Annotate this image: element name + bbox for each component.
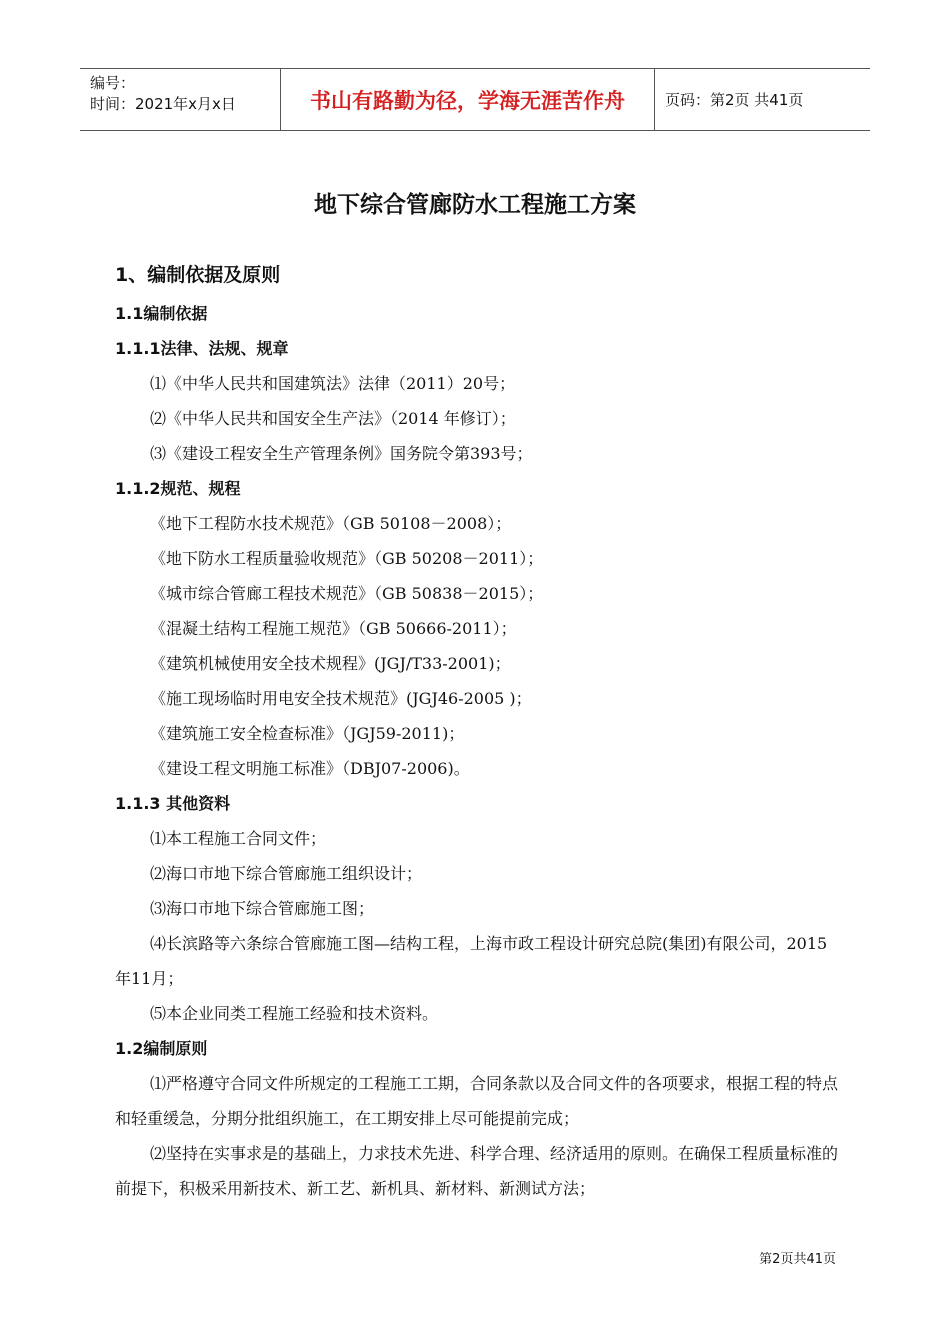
list-item: 《城市综合管廊工程技术规范》（GB 50838－2015）；: [150, 584, 544, 603]
document-title: 地下综合管廊防水工程施工方案: [314, 192, 636, 218]
list-item: 《地下工程防水技术规范》（GB 50108－2008）；: [150, 514, 512, 533]
principle-paragraph: ⑵坚持在实事求是的基础上，力求技术先进、科学合理、经济适用的原则。在确保工程质量标准的前提下，积极采用新技术、新工艺、新机具、新材料、新测试方法；: [115, 1144, 839, 1198]
list-item: ⑵海口市地下综合管廊施工组织设计；: [150, 864, 423, 883]
list-item: ⑵《中华人民共和国安全生产法》（2014 年修订）；: [150, 409, 516, 428]
list-item: ⑴《中华人民共和国建筑法》法律（2011）20号；: [150, 374, 516, 393]
list-item: ⑴本工程施工合同文件；: [150, 829, 327, 848]
document-number-label: 编号：: [90, 74, 136, 92]
page-footer: 第2页共41页: [759, 1252, 836, 1267]
header-page-number: 页码：第2页 共41页: [665, 91, 804, 109]
list-item: 《混凝土结构工程施工规范》（GB 50666-2011）；: [150, 619, 517, 638]
principle-paragraph: ⑴严格遵守合同文件所规定的工程施工工期，合同条款以及合同文件的各项要求，根据工程的特点和轻重缓急，分期分批组织施工，在工期安排上尽可能提前完成；: [115, 1074, 839, 1128]
list-item: 《建设工程文明施工标准》（DBJ07-2006)。: [150, 759, 470, 778]
list-paragraph: ⑷长滨路等六条综合管廊施工图—结构工程，上海市政工程设计研究总院(集团)有限公司，2015年11月；: [115, 934, 828, 988]
list-item: 《建筑机械使用安全技术规程》(JGJ/T33-2001)；: [150, 654, 511, 673]
section-heading-1-1-3: 1.1.3 其他资料: [115, 794, 231, 813]
list-item: ⑶海口市地下综合管廊施工图；: [150, 899, 375, 918]
list-item: 《建筑施工安全检查标准》（JGJ59-2011)；: [150, 724, 465, 743]
section-heading-1-1: 1.1编制依据: [115, 304, 208, 323]
section-heading-1: 1、编制依据及原则: [115, 264, 281, 286]
list-item: ⑸本企业同类工程施工经验和技术资料。: [150, 1004, 439, 1023]
section-heading-1-2: 1.2编制原则: [115, 1039, 208, 1058]
document-body: [115, 258, 840, 1206]
section-heading-1-1-2: 1.1.2规范、规程: [115, 479, 241, 498]
header-table: [80, 68, 870, 131]
list-item: 《施工现场临时用电安全技术规范》(JGJ46-2005 )；: [150, 689, 532, 708]
section-heading-1-1-1: 1.1.1法律、法规、规章: [115, 339, 289, 358]
document-date-label: 时间：2021年x月x日: [90, 95, 236, 113]
list-item: ⑶《建设工程安全生产管理条例》国务院令第393号；: [150, 444, 533, 463]
header-meta-cell: [80, 69, 281, 130]
list-item: 《地下防水工程质量验收规范》（GB 50208－2011）；: [150, 549, 544, 568]
header-motto: 书山有路勤为径，学海无涯苦作舟: [281, 69, 655, 130]
